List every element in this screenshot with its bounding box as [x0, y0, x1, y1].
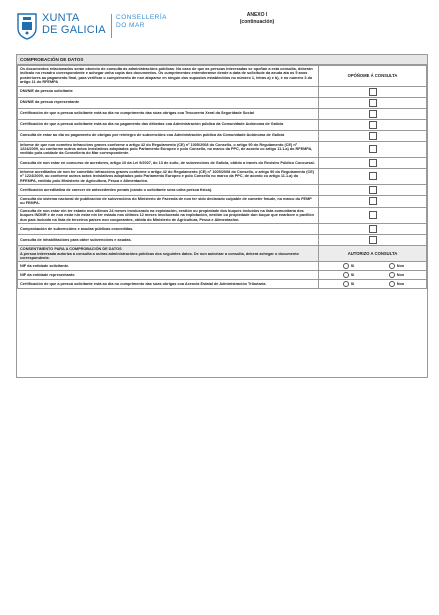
table-row [18, 157, 427, 168]
annex-subtitle: (continuación) [239, 19, 275, 25]
oppose-checkbox[interactable] [369, 121, 377, 129]
consent-title: CONSENTIMENTO PARA A COMPROBACIÓN DE DATOS [20, 247, 122, 252]
consent-options-cell [319, 271, 427, 280]
oppose-checkbox[interactable] [369, 132, 377, 140]
annex-title: ANEXO I [246, 12, 268, 18]
radio-icon[interactable] [343, 272, 349, 278]
checkbox-cell [319, 119, 427, 130]
checkbox-cell [319, 168, 427, 184]
oppose-checkbox[interactable] [369, 88, 377, 96]
table-row [18, 97, 427, 108]
checkbox-cell [319, 130, 427, 141]
consent-row [18, 262, 427, 271]
checkbox-cell [319, 207, 427, 223]
consent-row-label: NIF da entidade solicitante. [18, 262, 319, 271]
row-label: Informe de que non cometeu infraccións graves conforme o artigo 42 do Regulamento (CE) nº 1005/2008 do Consello, o artigo 90 do Regulamento (CE) nº 1224/2009, ou conforme outros actos lexislativos adoptados polo Parlamento Europeo e polo Consello, no marco da PPC, de acordo co artigo 11.1.a) do RFEMPA, emitido pola unidade da Consellería do Mar correspondente. [18, 141, 319, 157]
consent-rows [18, 262, 427, 289]
row-label: Consulta de estar ao día no pagamento de obrigas por reintegro de subvencións coa Administración pública da Comunidade Autónoma de Galicia [18, 130, 319, 141]
logo-line-1: XUNTA [42, 12, 80, 24]
row-label: Certificación de que a persoa solicitante está ao día no pagamento das débedas coa Administración pública da Comunidade Autónoma de Galicia [18, 119, 319, 130]
consent-row [18, 271, 427, 280]
radio-icon[interactable] [389, 281, 395, 287]
oppose-checkbox[interactable] [369, 110, 377, 118]
xunta-logo [16, 10, 168, 44]
option-label: Si [350, 282, 355, 287]
table-row [18, 130, 427, 141]
oppose-checkbox[interactable] [369, 236, 377, 244]
conselleria-line-1: CONSELLERÍA [116, 14, 168, 21]
consent-row-label: Certificación de que a persoa solicitante está ao día no cumprimento das súas obrigas coa Axencia Estatal de Administración Tributaria. [18, 280, 319, 289]
checkbox-cell [319, 108, 427, 119]
option-label: Non [396, 264, 405, 269]
table-row [18, 108, 427, 119]
consent-option-yes[interactable] [325, 263, 373, 269]
row-label: Consulta de inhabilitacións para obter subvencións e axudas. [18, 235, 319, 246]
checkbox-cell [319, 86, 427, 97]
radio-icon[interactable] [343, 263, 349, 269]
checkbox-cell [319, 224, 427, 235]
document-header [16, 10, 426, 44]
row-label: Consulta do sistema nacional de publicación de subvencións do Ministerio de Facenda de non ter sido declarado culpable de cometer fraude, no marco do FEMP ou FEMPA. [18, 196, 319, 208]
row-label: Certificación acreditativa de carecer de antecedentes penais (cando o solicitante sexa unha persoa física). [18, 185, 319, 196]
logo-text [42, 12, 106, 36]
document-rows [18, 86, 427, 245]
consent-description: A persoa interesada autoriza a consulta a outras administracións públicas dos seguintes datos. De non autorizar a consulta, deberá achegar o documento correspondente. [20, 251, 299, 260]
oppose-checkbox[interactable] [369, 172, 377, 180]
consent-options-cell [319, 280, 427, 289]
table-row [18, 168, 427, 184]
checkbox-cell [319, 196, 427, 208]
oppose-checkbox[interactable] [369, 211, 377, 219]
consent-option-no[interactable] [373, 272, 421, 278]
option-label: Non [396, 273, 405, 278]
oppose-checkbox[interactable] [369, 225, 377, 233]
row-label: Informe acreditativo de non ter cometido infraccións graves conforme o artigo 42 do Regulamento (CE) nº 1005/2008 do Consello, o artigo 90 do Regulamento (CE) nº 1224/2009, ou conforme outros actos lexislativos adoptados polo Parlamento Europeo e polo Consello no marco da PPC, de acordo co artigo 11.1.a) do RFEMPA, emitido polo Ministerio de Agricultura, Pesca e Alimentación. [18, 168, 319, 184]
checkbox-cell [319, 141, 427, 157]
table-row [18, 235, 427, 246]
oppose-checkbox[interactable] [369, 159, 377, 167]
annex-heading [202, 12, 312, 26]
consent-row [18, 280, 427, 289]
table-row [18, 224, 427, 235]
row-label: Certificación de que a persoa solicitante está ao día no cumprimento das súas obrigas coa Tesourería Xeral da Seguridade Social [18, 108, 319, 119]
conselleria-text [116, 14, 167, 30]
intro-text: Os documentos relacionados serán obxecto de consulta ás administracións públicas. No caso de que as persoas interesadas se opoñan a esta consulta, deberán indicalo no recadro correspondente e achegar unha copia dos documentos. Os cumprimentos entenderanse dende a data de solicitude da axuda ata os 5 anos posteriores ao pagamento final, para verificar o cumprimento de non atoparse en ningún dos supostos establecidos no número 1, letras a) e b), e no número 3 do artigo 11 do RFEMPA [18, 66, 319, 87]
section-title: COMPROBACIÓN DE DATOS [17, 55, 427, 65]
oppose-checkbox[interactable] [369, 145, 377, 153]
table-row [18, 207, 427, 223]
option-label: Si [350, 264, 355, 269]
consent-options-cell [319, 262, 427, 271]
option-label: Non [396, 282, 405, 287]
logo-line-2: DE GALICIA [42, 24, 106, 36]
oppose-checkbox[interactable] [369, 186, 377, 194]
table-row [18, 196, 427, 208]
row-label: Comprobación de subvencións e axudas públicas concedidas. [18, 224, 319, 235]
checkbox-cell [319, 157, 427, 168]
checkbox-cell [319, 185, 427, 196]
logo-divider [111, 14, 112, 38]
data-verification-section [16, 54, 428, 378]
consent-option-yes[interactable] [325, 272, 373, 278]
radio-icon[interactable] [343, 281, 349, 287]
consent-option-yes[interactable] [325, 281, 373, 287]
consent-header-row [18, 246, 427, 262]
consent-header-text [18, 246, 319, 262]
intro-row [18, 66, 427, 87]
checkbox-cell [319, 97, 427, 108]
row-label: Consulta de non estar en concurso de acredores, artigo 10 da Lei 9/2007, do 13 de xuño, de subvencións de Galicia, obtido a través do Rexistro Público Concursal. [18, 157, 319, 168]
conselleria-line-2: DO MAR [116, 22, 145, 29]
row-label: DNI/NIE da persoa solicitante [18, 86, 319, 97]
consent-option-no[interactable] [373, 281, 421, 287]
oppose-checkbox[interactable] [369, 99, 377, 107]
radio-icon[interactable] [389, 263, 395, 269]
row-label: DNI/NIE da persoa representante [18, 97, 319, 108]
consent-option-no[interactable] [373, 263, 421, 269]
oppose-header: OPÓÑOME Á CONSULTA [319, 66, 427, 87]
radio-icon[interactable] [389, 272, 395, 278]
consent-row-label: NIF da entidade representante. [18, 271, 319, 280]
authorize-header: AUTORIZO A CONSULTA [319, 246, 427, 262]
verification-table [17, 65, 427, 289]
table-row [18, 86, 427, 97]
table-row [18, 141, 427, 157]
checkbox-cell [319, 235, 427, 246]
galicia-shield-icon [16, 12, 38, 40]
row-label: Consulta de non estar nin ter estado nos últimos 24 meses involucrado na explotación, xestión ou propiedade dos buques incluídos na lista comunitaria dos buques INDNR e de non estar nin estar nin ter estado nos últimos 12 meses involucrado na explotación, xestión ou propiedade dun buque que enarbore o pavillón dun país incluído na lista de terceiros países non cooperantes, obtida do Ministerio de Agricultura, Pesca e Alimentación. [18, 207, 319, 223]
oppose-checkbox[interactable] [369, 197, 377, 205]
table-row [18, 185, 427, 196]
table-row [18, 119, 427, 130]
option-label: Si [350, 273, 355, 278]
